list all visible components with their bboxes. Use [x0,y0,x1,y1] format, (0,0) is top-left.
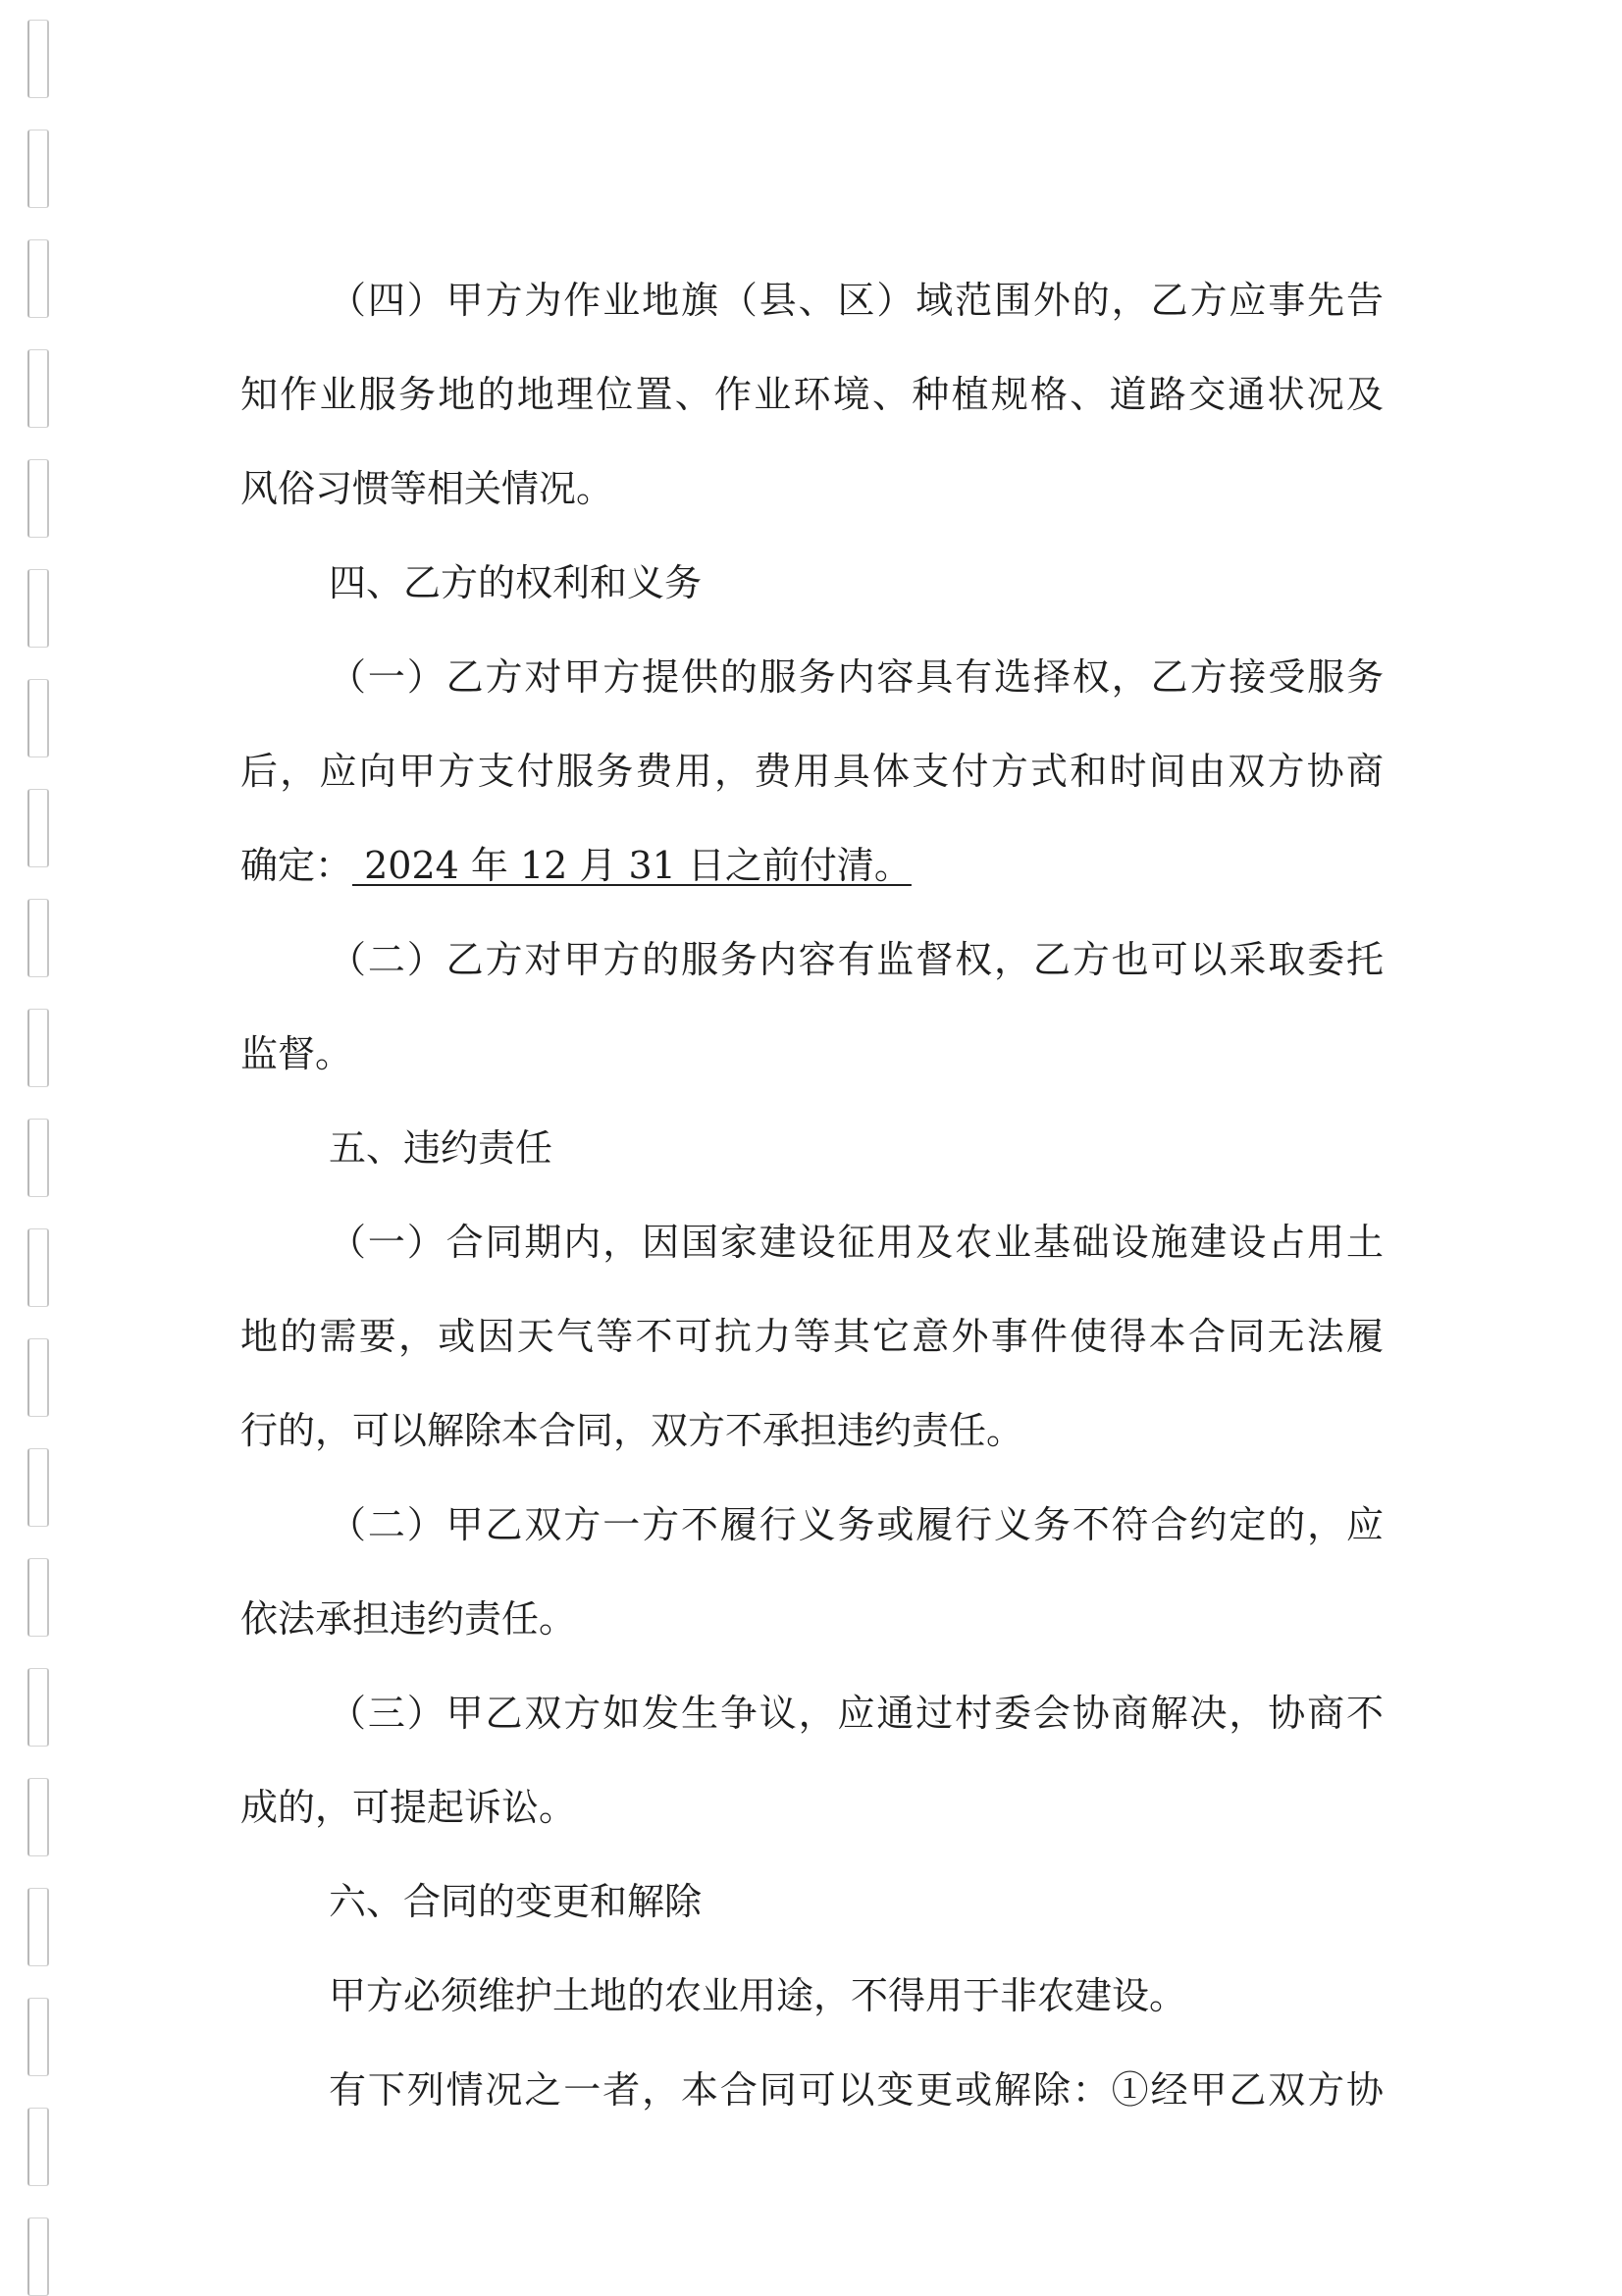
binding-hole-mark [27,1228,49,1307]
clause-5-2-line: （二）甲乙双方一方不履行义务或履行义务不符合约定的，应 [329,1503,1384,1546]
binding-hole-mark [27,1998,49,2076]
clause-6-line: 有下列情况之一者，本合同可以变更或解除：①经甲乙双方协 [329,2068,1384,2112]
payment-label: 确定： [240,844,353,887]
binding-hole-mark [27,239,49,318]
binding-hole-mark [27,20,49,98]
clause-3-4-line: 风俗习惯等相关情况。 [240,467,614,510]
binding-hole-mark [27,899,49,977]
binding-hole-mark [27,679,49,757]
clause-3-4-line: 知作业服务地的地理位置、作业环境、种植规格、道路交通状况及 [240,373,1384,416]
clause-5-3-line: 成的，可提起诉讼。 [240,1786,577,1829]
clause-5-3-line: （三）甲乙双方如发生争议，应通过村委会协商解决，协商不 [329,1692,1384,1735]
binding-hole-mark [27,1668,49,1747]
section-heading-5: 五、违约责任 [329,1126,553,1170]
clause-3-4-line: （四）甲方为作业地旗（县、区）域范围外的，乙方应事先告 [329,279,1384,322]
clause-5-2-line: 依法承担违约责任。 [240,1597,577,1641]
binding-hole-mark [27,130,49,208]
binding-hole-mark [27,1778,49,1856]
section-heading-4: 四、乙方的权利和义务 [329,561,703,604]
binding-hole-mark [27,789,49,867]
clause-4-1-line: 后，应向甲方支付服务费用，费用具体支付方式和时间由双方协商 [240,750,1384,793]
binding-hole-mark [27,569,49,648]
binding-hole-mark [27,349,49,428]
binding-margin [27,0,57,2294]
binding-hole-mark [27,2108,49,2186]
binding-hole-mark [27,2218,49,2296]
binding-hole-mark [27,1448,49,1527]
binding-hole-mark [27,1338,49,1417]
section-heading-6: 六、合同的变更和解除 [329,1880,703,1923]
clause-4-1-line: （一）乙方对甲方提供的服务内容具有选择权，乙方接受服务 [329,655,1384,699]
clause-6-line: 甲方必须维护土地的农业用途，不得用于非农建设。 [329,1974,1187,2017]
binding-hole-mark [27,1558,49,1637]
clause-4-1-line [240,818,1384,913]
binding-hole-mark [27,459,49,538]
contract-page [240,253,1384,2137]
binding-hole-mark [27,1888,49,1966]
binding-hole-mark [27,1009,49,1087]
clause-4-2-line: （二）乙方对甲方的服务内容有监督权，乙方也可以采取委托 [329,938,1384,981]
binding-hole-mark [27,1119,49,1197]
clause-5-1-line: 行的，可以解除本合同，双方不承担违约责任。 [240,1409,1024,1452]
payment-deadline-fill: 2024 年 12 月 31 日之前付清。 [352,844,912,887]
clause-5-1-line: 地的需要，或因天气等不可抗力等其它意外事件使得本合同无法履 [240,1315,1384,1358]
clause-5-1-line: （一）合同期内，因国家建设征用及农业基础设施建设占用土 [329,1221,1384,1264]
clause-4-2-line: 监督。 [240,1032,353,1075]
